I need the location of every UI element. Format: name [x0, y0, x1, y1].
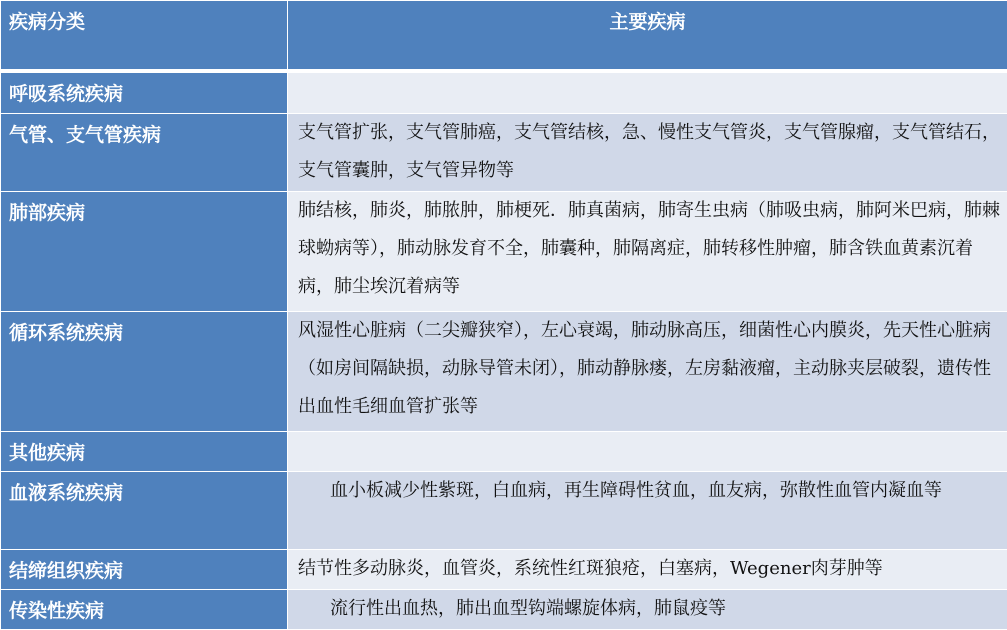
category-cell: 传染性疾病	[1, 589, 288, 629]
category-cell: 结缔组织疾病	[1, 549, 288, 589]
diseases-cell: 风湿性心脏病（二尖瓣狭窄），左心衰竭，肺动脉高压，细菌性心内膜炎，先天性心脏病（如房间隔缺损，动脉导管未闭），肺动静脉瘘，左房黏液瘤，主动脉夹层破裂，遗传性出血性毛细血管扩张等	[288, 311, 1007, 431]
table-row	[1, 589, 1007, 629]
category-cell: 气管、支气管疾病	[1, 113, 288, 191]
diseases-cell: 支气管扩张，支气管肺癌，支气管结核，急、慢性支气管炎，支气管腺瘤，支气管结石，支气管囊肿，支气管异物等	[288, 113, 1007, 191]
category-cell: 呼吸系统疾病	[1, 71, 288, 113]
category-cell: 其他疾病	[1, 431, 288, 471]
diseases-cell	[288, 589, 1007, 629]
diseases-text: 血小板减少性紫斑，白血病，再生障碍性贫血，血友病，弥散性血管内凝血等	[298, 480, 942, 501]
table-row	[1, 471, 1007, 549]
table-row	[1, 191, 1007, 311]
category-cell: 血液系统疾病	[1, 471, 288, 549]
diseases-cell	[288, 431, 1007, 471]
table-row	[1, 549, 1007, 589]
category-cell: 肺部疾病	[1, 191, 288, 311]
header-row	[1, 1, 1007, 72]
category-cell: 循环系统疾病	[1, 311, 288, 431]
diseases-cell: 肺结核，肺炎，肺脓肿，肺梗死．肺真菌病，肺寄生虫病（肺吸虫病，肺阿米巴病，肺棘球蚴病等），肺动脉发育不全，肺囊种，肺隔离症，肺转移性肿瘤，肺含铁血黄素沉着病，肺尘埃沉着病等	[288, 191, 1007, 311]
diseases-cell	[288, 471, 1007, 549]
table-row	[1, 113, 1007, 191]
table-row	[1, 431, 1007, 471]
diseases-text: 流行性出血热，肺出血型钩端螺旋体病，肺鼠疫等	[298, 598, 726, 619]
header-diseases: 主要疾病	[288, 1, 1007, 72]
diseases-cell: 结节性多动脉炎，血管炎，系统性红斑狼疮，白塞病，Wegener肉芽肿等	[288, 549, 1007, 589]
table-row	[1, 71, 1007, 113]
header-category: 疾病分类	[1, 1, 288, 72]
table-row	[1, 311, 1007, 431]
diseases-cell	[288, 71, 1007, 113]
